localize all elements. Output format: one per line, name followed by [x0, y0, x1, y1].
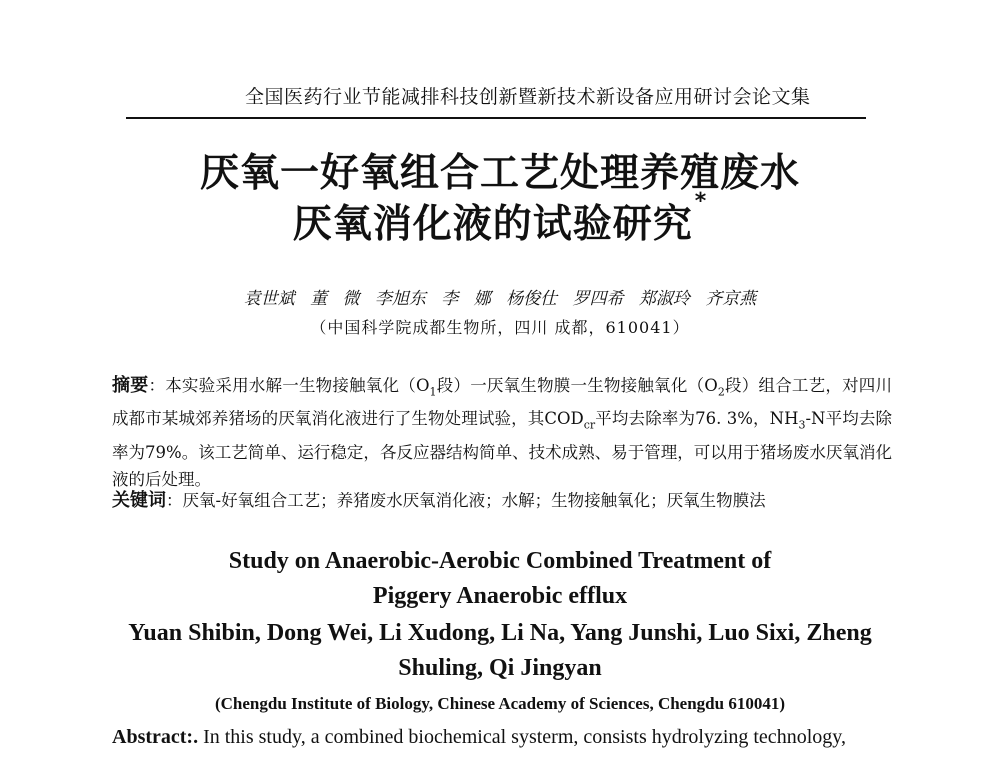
abstract-cn-text-5: -N平均去除率为79%。该工艺简单、运行稳定，各反应器结构简单、技术成熟、易于管理，可以用于猪场废水厌氧消化液的后处理。	[112, 409, 892, 489]
abstract-en-label: Abstract:.	[112, 726, 199, 748]
keywords-cn	[112, 486, 892, 512]
affiliation-en: (Chengdu Institute of Biology, Chinese Academy of Sciences, Chengdu 610041)	[214, 694, 785, 713]
abstract-en	[112, 726, 892, 749]
abstract-cn-sub-3: cr	[583, 418, 596, 432]
abstract-cn-sub-2: 2	[717, 385, 725, 399]
affiliation-cn: （中国科学院成都生物所，四川 成都，610041）	[310, 318, 690, 337]
proceedings-header: 全国医药行业节能减排科技创新暨新技术新设备应用研讨会论文集	[245, 86, 811, 108]
abstract-cn-text-4: 平均去除率为76. 3%，NH	[595, 409, 799, 429]
abstract-cn-sub-1: 1	[429, 385, 437, 399]
title-en-line1: Study on Anaerobic-Aerobic Combined Treatment of	[228, 548, 772, 574]
abstract-cn-text-1: 本实验采用水解一生物接触氧化（O	[165, 376, 430, 395]
abstract-cn-label-sep: ：	[148, 376, 166, 395]
authors-en-line1: Yuan Shibin, Dong Wei, Li Xudong, Li Na, Yang Junshi, Luo Sixi, Zheng	[128, 620, 872, 646]
abstract-en-text: In this study, a combined biochemical systerm, consists hydrolyzing technology,	[198, 726, 846, 748]
header-rule	[126, 117, 866, 119]
keywords-cn-label: 关键词	[112, 490, 166, 511]
keywords-cn-text: 厌氧-好氧组合工艺；养猪废水厌氧消化液；水解；生物接触氧化；厌氧生物膜法	[182, 491, 766, 510]
title-footnote-mark: *	[694, 189, 708, 214]
title-en-line2: Piggery Anaerobic efflux	[372, 583, 628, 609]
authors-cn: 袁世斌 董 微 李旭东 李 娜 杨俊仕 罗四希 郑淑玲 齐京燕	[243, 289, 757, 309]
title-cn-line2-text: 厌氧消化液的试验研究	[292, 202, 693, 247]
abstract-cn-text-2: 段）一厌氧生物膜一生物接触氧化（O	[436, 376, 718, 395]
title-cn-line2	[0, 189, 1000, 249]
authors-en-line2: Shuling, Qi Jingyan	[398, 655, 602, 681]
keywords-cn-label-sep: ：	[166, 491, 183, 510]
abstract-cn-sub-4: 3	[798, 418, 806, 432]
title-cn-line1: 厌氧一好氧组合工艺处理养殖废水	[199, 151, 800, 196]
abstract-cn-text-3: 段）组合工艺，对四川成都市某城郊养猪场的厌氧消化液进行了生物处理试验，其COD	[112, 376, 893, 429]
abstract-cn	[112, 372, 892, 493]
abstract-cn-label: 摘要	[112, 375, 149, 396]
